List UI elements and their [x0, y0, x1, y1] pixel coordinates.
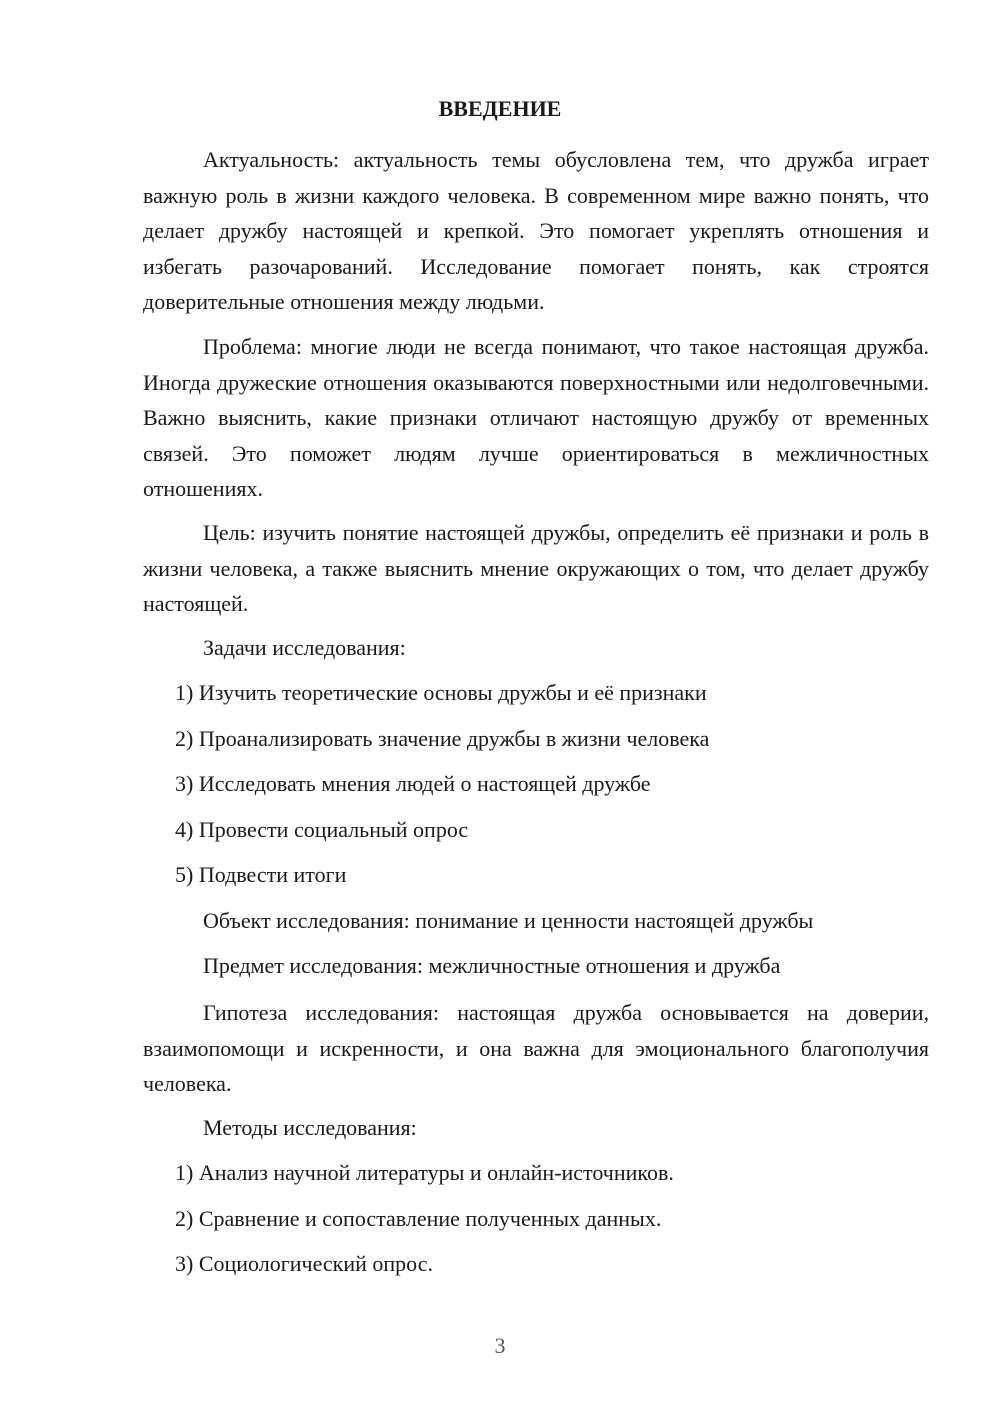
- method-item: 2) Сравнение и сопоставление полученных данных.: [175, 1206, 662, 1231]
- relevance-paragraph: Актуальность: актуальность темы обусловлена тем, что дружба играет важную роль в жизни каждого человека. В современном мире важно понять, что делает дружбу настоящей и крепкой. Это помогает укреплять отношения и избегать разочарований. Исследование помогает понять, как строятся доверительные отношения между людьми.: [143, 147, 929, 314]
- goal-paragraph: Цель: изучить понятие настоящей дружбы, определить её признаки и роль в жизни человека, а также выяснить мнение окружающих о том, что делает дружбу настоящей.: [143, 520, 929, 616]
- method-item: 3) Социологический опрос.: [175, 1251, 433, 1276]
- task-item: 4) Провести социальный опрос: [175, 817, 469, 842]
- object-line: Объект исследования: понимание и ценности настоящей дружбы: [203, 908, 814, 933]
- section-title: ВВЕДЕНИЕ: [438, 96, 562, 121]
- task-item: 3) Исследовать мнения людей о настоящей дружбе: [175, 771, 651, 796]
- task-item: 2) Проанализировать значение дружбы в жизни человека: [175, 726, 710, 751]
- method-item: 1) Анализ научной литературы и онлайн-источников.: [175, 1160, 674, 1185]
- subject-line: Предмет исследования: межличностные отношения и дружба: [203, 953, 781, 978]
- task-item: 1) Изучить теоретические основы дружбы и её признаки: [175, 680, 707, 705]
- page-number: 3: [494, 1333, 506, 1358]
- methods-heading: Методы исследования:: [203, 1115, 417, 1140]
- hypothesis-paragraph: Гипотеза исследования: настоящая дружба основывается на доверии, взаимопомощи и искренности, и она важна для эмоционального благополучия человека.: [143, 1000, 929, 1096]
- problem-paragraph: Проблема: многие люди не всегда понимают, что такое настоящая дружба. Иногда дружеские отношения оказываются поверхностными или недолговечными. Важно выяснить, какие признаки отличают настоящую дружбу от временных связей. Это поможет людям лучше ориентироваться в межличностных отношениях.: [143, 334, 929, 501]
- tasks-heading: Задачи исследования:: [203, 635, 406, 660]
- task-item: 5) Подвести итоги: [175, 862, 347, 887]
